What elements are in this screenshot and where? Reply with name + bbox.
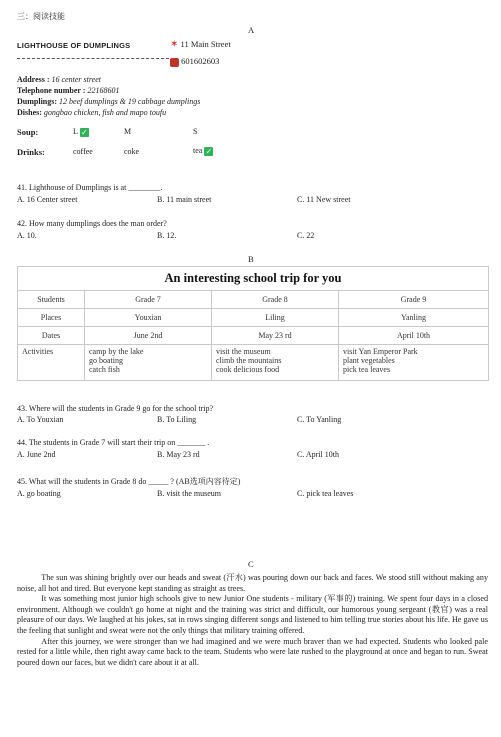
drink-option-tea: tea ✓ [193, 146, 213, 156]
school-trip-table [17, 266, 489, 381]
place-cell: Yanling [339, 309, 489, 327]
address-header [170, 39, 231, 50]
soup-option-m: M [124, 127, 132, 136]
q43-option-a: A. To Youxian [17, 415, 64, 424]
drink-option-coke: coke [124, 147, 140, 156]
checkmark-icon: ✓ [81, 127, 88, 137]
question-44: 44. The students in Grade 7 will start their trip on _______ . [17, 438, 210, 447]
q42-option-c: C. 22 [297, 231, 315, 240]
question-45: 45. What will the students in Grade 8 do _____ ? (AB选项内容待定) [17, 477, 241, 486]
soup-label: Soup: [17, 127, 39, 137]
row-label-dates: Dates [18, 327, 85, 345]
phone-header [170, 56, 219, 67]
question-41: 41. Lighthouse of Dumplings is at ________. [17, 183, 163, 192]
part-a-label: A [248, 25, 255, 35]
order-telephone: Telephone number : 22168601 [17, 86, 120, 95]
row-label-places: Places [18, 309, 85, 327]
q44-option-a: A. June 2nd [17, 450, 56, 459]
soup-option-l: L ✓ [73, 127, 88, 137]
phone-number: 601602603 [181, 56, 220, 66]
passage-paragraph: After this journey, we were stronger than we had imagined and we were much braver than we had expected. Students who looked pale rested for a little while, then right away came back to the team. Students who were late rushed to the playground at once and began to run. Sweat poured down our faces, but we didn't care about it at all. [17, 636, 488, 667]
grade-8-cell: Grade 8 [212, 291, 339, 309]
q42-option-b: B. 12. [157, 231, 177, 240]
checkmark-icon: ✓ [205, 146, 213, 156]
q45-option-b: B. visit the museum [157, 489, 221, 498]
drink-option-coffee: coffee [73, 147, 93, 156]
grade-7-cell: Grade 7 [85, 291, 212, 309]
divider-dashed [17, 58, 169, 59]
q41-option-b: B. 11 main street [157, 195, 212, 204]
date-cell: May 23 rd [212, 327, 339, 345]
passage-paragraph: The sun was shining brightly over our heads and sweat (汗水) was pouring down our back and faces. We stood still without making any noise, all hot and tired. But everyone kept standing as straight as trees. [17, 573, 488, 593]
reading-passage-c [17, 573, 488, 668]
telephone-icon [170, 58, 179, 67]
table-title: An interesting school trip for you [18, 267, 489, 291]
activities-cell: visit the museum climb the mountains cook delicious food [212, 345, 339, 381]
street-text: 11 Main Street [180, 39, 231, 49]
activities-cell: camp by the lake go boating catch fish [85, 345, 212, 381]
question-43: 43. Where will the students in Grade 9 go for the school trip? [17, 404, 214, 413]
q44-option-b: B. May 23 rd [157, 450, 200, 459]
table-row [18, 309, 489, 327]
place-cell: Youxian [85, 309, 212, 327]
part-b-label: B [248, 254, 254, 264]
q43-option-b: B. To Liling [157, 415, 197, 424]
drinks-label: Drinks: [17, 147, 45, 157]
part-c-label: C [248, 559, 254, 569]
q42-option-a: A. 10. [17, 231, 37, 240]
order-address: Address : 16 center street [17, 75, 101, 84]
q43-option-c: C. To Yanling [297, 415, 342, 424]
section-title: 三：阅读技能 [17, 12, 65, 21]
activities-cell: visit Yan Emperor Park plant vegetables pick tea leaves [339, 345, 489, 381]
q45-option-c: C. pick tea leaves [297, 489, 354, 498]
q41-option-a: A. 16 Center street [17, 195, 78, 204]
row-label-students: Students [18, 291, 85, 309]
date-cell: June 2nd [85, 327, 212, 345]
table-row [18, 327, 489, 345]
restaurant-name: LIGHTHOUSE OF DUMPLINGS [17, 41, 131, 50]
order-dishes: Dishes: gongbao chicken, fish and mapo toufu [17, 108, 167, 117]
grade-9-cell: Grade 9 [339, 291, 489, 309]
q44-option-c: C. April 10th [297, 450, 340, 459]
passage-paragraph: It was something most junior high schools give to new Junior One students - military (军事的) training. We spent four days in a closed environment. Although we couldn't go home at night and the training was strict and difficult, our humorous young sergeant (教官) was a real pleasure of our days. We laughed at his jokes, sat in rows singing different songs and listened to him telling true stories about his life. He gave us the feeling that sunlight and sweat were not the only things that military training offered. [17, 594, 488, 635]
table-row [18, 345, 489, 381]
q41-option-c: C. 11 New street [297, 195, 351, 204]
table-row [18, 291, 489, 309]
q45-option-a: A. go boating [17, 489, 61, 498]
soup-option-s: S [193, 127, 198, 136]
question-42: 42. How many dumplings does the man order? [17, 219, 167, 228]
date-cell: April 10th [339, 327, 489, 345]
row-label-activities: Activities [18, 345, 85, 381]
pushpin-icon: ✶ [170, 39, 179, 50]
order-dumplings: Dumplings: 12 beef dumplings & 19 cabbage dumplings [17, 97, 201, 106]
place-cell: Liling [212, 309, 339, 327]
